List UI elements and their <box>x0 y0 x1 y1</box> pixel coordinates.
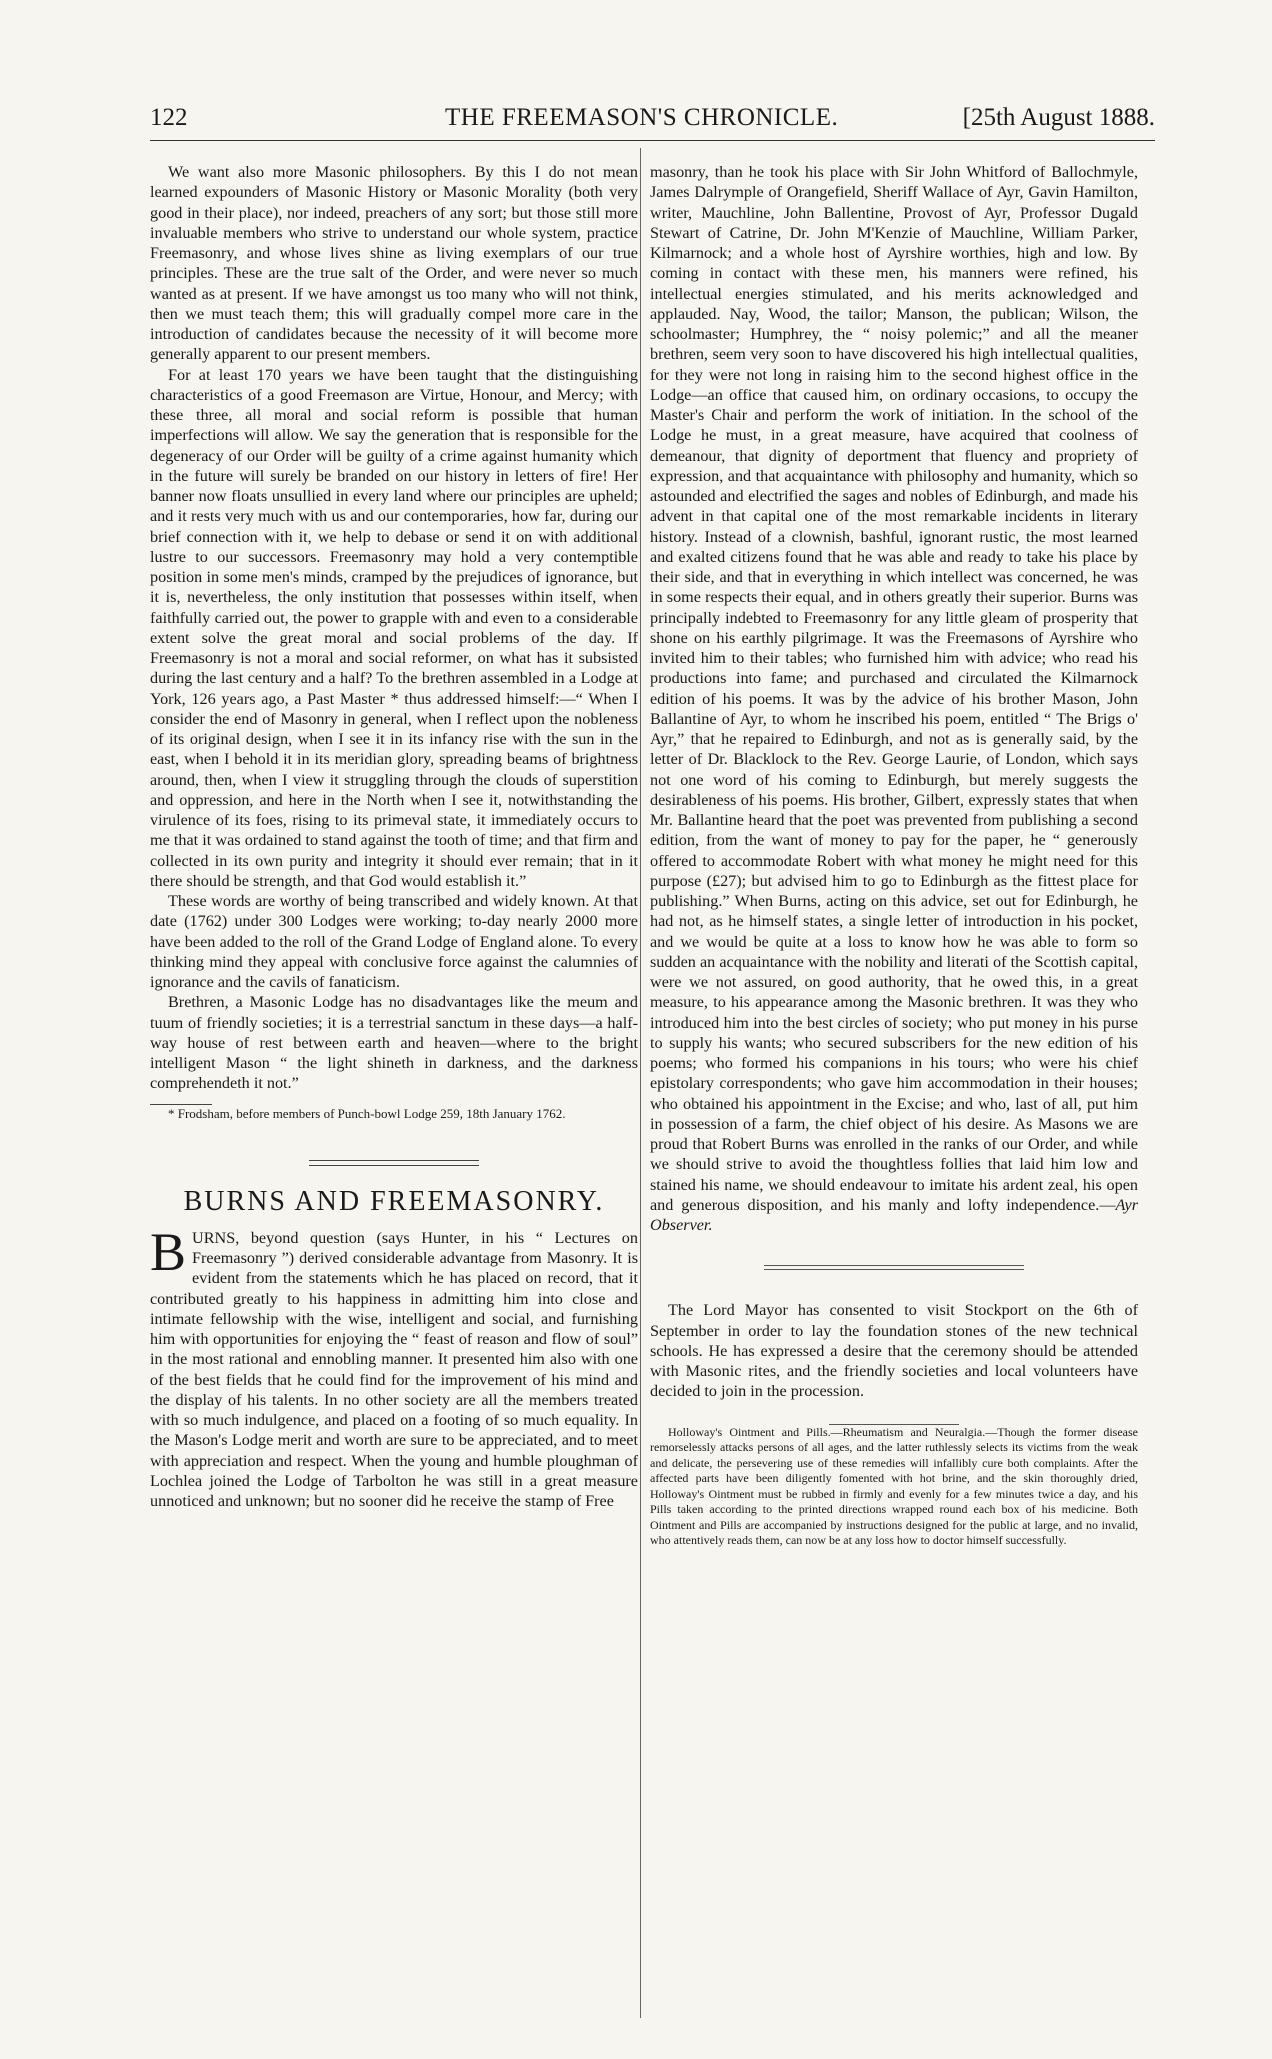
article-paragraph: For at least 170 years we have been taught that the distinguishing characteristics of a good Freemason are Virtue, Honour, and Mercy; with these three, all moral and social reform is possible that human imperfections will allow. We say the generation that is responsible for the degeneracy of our Order will be guilty of a crime against humanity which in the future will surely be branded on our history in letters of fire! Her banner now floats unsullied in every land where our principles are upheld; and it rests very much with us and our contemporaries, how far, during our brief connection with it, we help to debase or send it on with additional lustre to our successors. Freemasonry may hold a very contemptible position in some men's minds, cramped by the prejudices of ignorance, but it is, nevertheless, the only institution that possesses within itself, when faithfully carried out, the power to grapple with and even to a considerable extent solve the great moral and social problems of the day. If Freemasonry is not a moral and social reformer, on what has it subsisted during the last century and a half? To the brethren assembled in a Lodge at York, 126 years ago, a Past Master * thus addressed himself:—“ When I consider the end of Masonry in general, when I reflect upon the nobleness of its original design, when I see it in its infancy rise with the sun in the east, when I behold it in its meridian glory, spreading beams of brightness around, then, when I view it struggling through the clouds of superstition and oppression, and here in the North when I see it, notwithstanding the virulence of its foes, rising to its primeval state, it immediately occurs to me that it was ordained to stand against the tooth of time; and that firm and collected in its own purity and integrity it should ever remain; that in it there should be strength, and that God would establish it.” <box>150 365 638 890</box>
burns-paragraph <box>150 1221 638 1512</box>
article-paragraph: We want also more Masonic philosophers. By this I do not mean learned expounders of Masonic History or Masonic Morality (both very good in their place), nor indeed, preachers of any sort; but those still more invaluable members who strive to understand our whole system, practice Freemasonry, and whose lives shine as living exemplars of our true principles. These are the true salt of the Order, and were never so much wanted as at present. If we have amongst us too many who will not think, then we must teach them; this will gradually compel more care in the introduction of candidates because the necessity of it will become more generally apparent to our present members. <box>150 163 638 364</box>
column-divider <box>640 148 641 2018</box>
section-separator <box>764 1265 1024 1270</box>
news-paragraph: The Lord Mayor has consented to visit Stockport on the 6th of September in order to lay the foundation stones of the new technical schools. He has expressed a desire that the ceremony should be attended with Masonic rites, and the friendly societies and local volunteers have decided to join in the procession. <box>650 1301 1138 1401</box>
header-rule <box>150 140 1155 141</box>
section-heading: BURNS AND FREEMASONRY. <box>183 1185 605 1217</box>
publication-title: THE FREEMASON'S CHRONICLE. <box>445 104 839 131</box>
article-paragraph: Brethren, a Masonic Lodge has no disadvantages like the meum and tuum of friendly societies; it is a terrestrial sanctum in these days—a half-way house of rest between earth and heaven—where to the bright intelligent Mason “ the light shineth in darkness, and the darkness comprehendeth it not.” <box>150 993 638 1093</box>
burns-continued-text: masonry, than he took his place with Sir John Whitford of Ballochmyle, James Dalrymple of Orangefield, Sheriff Wallace of Ayr, Gavin Hamilton, writer, Mauchline, John Ballentine, Provost of Ayr, Professor Dugald Stewart of Catrine, Dr. John M'Kenzie of Mauchline, William Parker, Kilmarnock; and a whole host of Ayrshire worthies, high and low. By coming in contact with these men, his manners were refined, his intellectual energies stimulated, and his merits acknowledged and applauded. Nay, Wood, the tailor; Manson, the publican; Wilson, the schoolmaster; Humphrey, the “ noisy polemic;” and all the meaner brethren, seem very soon to have discovered his high intellectual qualities, for they were not long in raising him to the second highest office in the Lodge—an office that caused him, on ordinary occasions, to occupy the Master's Chair and perform the work of initiation. In the school of the Lodge he must, in a great measure, have acquired that coolness of demeanour, that dignity of deportment that fluency and propriety of expression, and that acquaintance with philosophy and humanity, which so astounded and electrified the sages and nobles of Edinburgh, and made his advent in that capital one of the most remarkable incidents in literary history. Instead of a clownish, bashful, ignorant rustic, the most learned and exalted citizens found that he was able and ready to take his place by their side, and that in everything in which intellect was concerned, he was in some respects their equal, and in others greatly their superior. Burns was principally indebted to Freemasonry for any little gleam of prosperity that shone on his earthly pilgrimage. It was the Freemasons of Ayrshire who invited him to their tables; who furnished him with advice; who read his productions into fame; and purchased and circulated the Kilmarnock edition of his poems. It was by the advice of his brother Mason, John Ballantine of Ayr, to whom he inscribed his poem, entitled “ The Brigs o' Ayr,” that he repaired to Edinburgh, and not as is generally said, by the letter of Dr. Blacklock to the Rev. George Laurie, of London, which says not one word of his coming to Edinburgh, but merely suggests the desirableness of his poems. His brother, Gilbert, expressly states that when Mr. Ballantine heard that the poet was prevented from publishing a second edition, from the want of money to pay for the paper, he “ generously offered to accommodate Robert with what money he might need for this purpose (£27); but advised him to go to Edinburgh as the fittest place for publishing.” When Burns, acting on this advice, set out for Edinburgh, he had not, as he himself states, a single letter of introduction in his pocket, and we would be quite at a loss to know how he was able to form so sudden an acquaintance with the nobility and literati of the Scottish capital, were we not assured, on good authority, that he owed this, in a great measure, to his appearance among the Masonic brethren. It was they who introduced him into the best circles of society; who put money in his purse to supply his wants; who secured subscribers for the new edition of his poems; who formed his companions in his tours; who were his chief epistolary correspondents; who gave him accommodation in their houses; who obtained his appointment in the Excise; and who, last of all, put him in possession of a farm, the chief object of his desire. As Masons we are proud that Robert Burns was enrolled in the ranks of our Order, and while we should strive to avoid the thoughtless follies that laid him low and stained his name, we should endeavour to imitate his ardent zeal, his open and generous disposition, and his manly and lofty independence.— <box>650 163 1138 1214</box>
article-paragraph: These words are worthy of being transcribed and widely known. At that date (1762) under 300 Lodges were working; to-day nearly 2000 more have been added to the roll of the Grand Lodge of England alone. To every thinking mind they appeal with conclusive force against the calumnies of ignorance and the cavils of fanaticism. <box>150 892 638 991</box>
right-column <box>650 162 1138 1549</box>
issue-date: [25th August 1888. <box>962 104 1155 131</box>
section-separator <box>309 1160 479 1166</box>
footnote: * Frodsham, before members of Punch-bowl Lodge 259, 18th January 1762. <box>168 1105 566 1121</box>
burns-text: URNS, beyond question (says Hunter, in his “ Lectures on Freemasonry ”) derived considerable advantage from Masonry. It is evident from the statements which he has placed on record, that it contributed greatly to his happiness in admitting him into close and intimate fellowship with the wise, intelligent and social, and furnishing him with opportunities for enjoying the “ feast of reason and flow of soul” in the most rational and ennobling manner. It presented him also with one of the best fields that he could find for the improvement of his mind and the display of his talents. In no other society are all the members treated with so much indulgence, and placed on a footing of so much equality. In the Mason's Lodge merit and worth are sure to be appreciated, and to meet with appreciation and respect. When the young and humble ploughman of Lochlea joined the Lodge of Tarbolton he was still in a great measure unnoticed and unknown; but no sooner did he receive the stamp of Free <box>150 1228 638 1510</box>
article-paragraph <box>650 162 1138 1235</box>
advertisement: Holloway's Ointment and Pills.—Rheumatism and Neuralgia.—Though the former disease remorselessly attacks persons of all ages, and the latter ruthlessly selects its victims from the weak and delicate, the persevering use of these remedies will infallibly cure both complaints. After the affected parts have been diligently fomented with hot brine, and the skin thoroughly dried, Holloway's Ointment must be rubbed in firmly and evenly for a few minutes twice a day, and his Pills taken according to the printed directions wrapped round each box of his medicine. Both Ointment and Pills are accompanied by instructions designed for the public at large, and no invalid, who attentively reads them, can now be at any loss how to doctor himself successfully. <box>650 1424 1138 1547</box>
source-signature: Ayr Observer. <box>650 1195 1138 1234</box>
page-number: 122 <box>150 104 188 131</box>
drop-cap: B <box>150 1221 187 1282</box>
left-column <box>150 162 638 1511</box>
page-header <box>150 104 1155 144</box>
